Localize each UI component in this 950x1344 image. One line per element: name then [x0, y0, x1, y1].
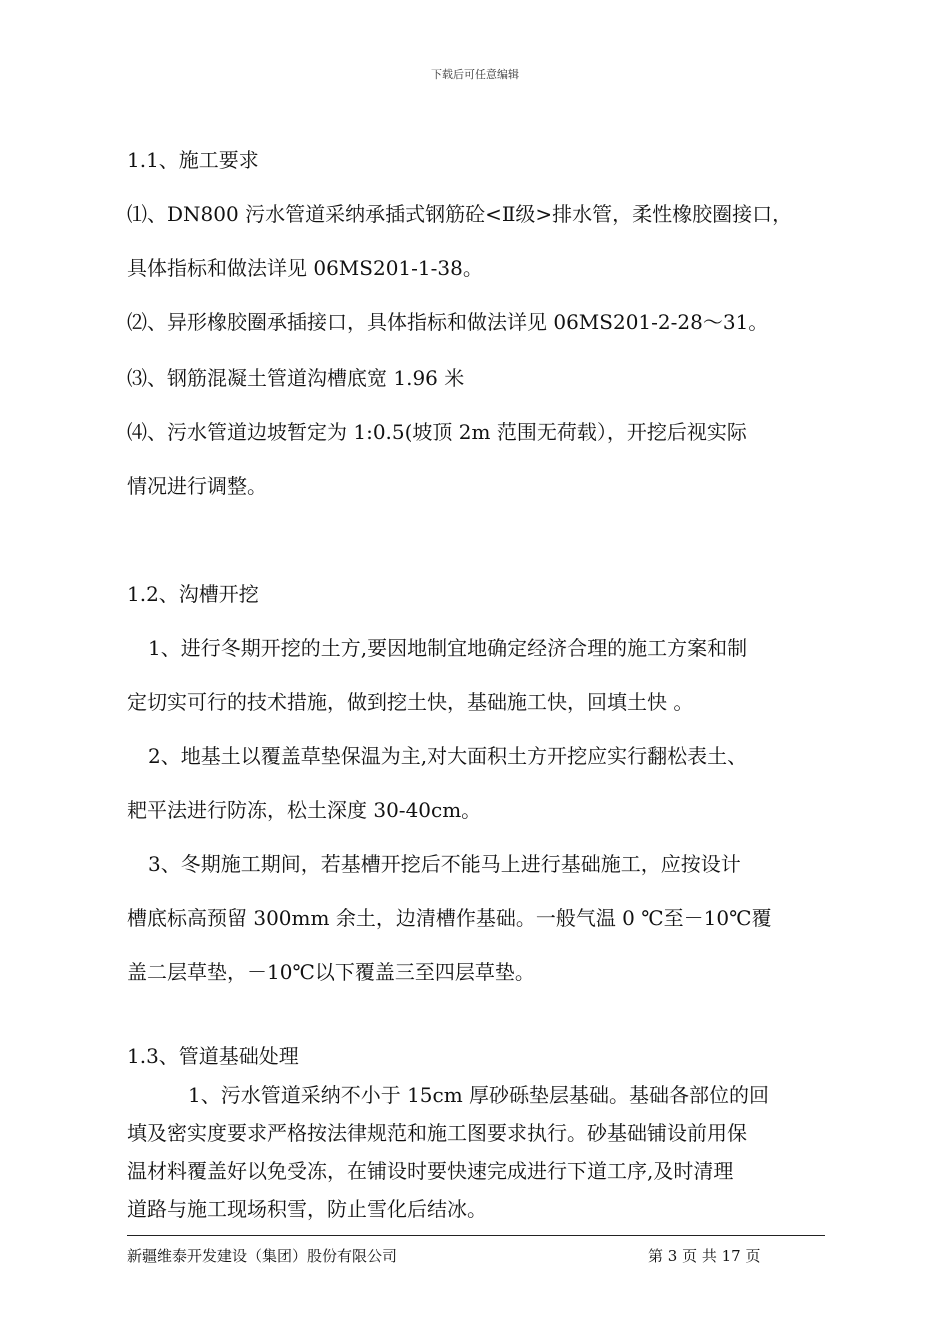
- paragraph-line: 情况进行调整。: [127, 474, 267, 498]
- header-note: 下载后可任意编辑: [431, 68, 519, 81]
- paragraph-line: 1、进行冬期开挖的土方,要因地制宜地确定经济合理的施工方案和制: [148, 636, 748, 660]
- paragraph-line: 槽底标高预留 300mm 余土，边清槽作基础。一般气温 0 ℃至－10℃覆: [127, 906, 772, 930]
- paragraph-line: 具体指标和做法详见 06MS201-1-38。: [127, 256, 483, 280]
- footer-company: 新疆维泰开发建设（集团）股份有限公司: [127, 1247, 398, 1265]
- paragraph-line: ⑵、异形橡胶圈承插接口，具体指标和做法详见 06MS201-2-28～31。: [127, 310, 769, 334]
- section-heading-1-1: 1.1、施工要求: [127, 148, 259, 172]
- paragraph-line: ⑴、DN800 污水管道采纳承插式钢筋砼<Ⅱ级>排水管，柔性橡胶圈接口，: [127, 202, 793, 226]
- paragraph-line: 定切实可行的技术措施，做到挖土快，基础施工快，回填土快 。: [127, 690, 694, 714]
- paragraph-line: 1、污水管道采纳不小于 15cm 厚砂砾垫层基础。基础各部位的回: [188, 1083, 770, 1107]
- paragraph-line: 温材料覆盖好以免受冻，在铺设时要快速完成进行下道工序,及时清理: [127, 1159, 734, 1183]
- section-heading-1-2: 1.2、沟槽开挖: [127, 582, 259, 606]
- paragraph-line: 3、冬期施工期间，若基槽开挖后不能马上进行基础施工，应按设计: [148, 852, 741, 876]
- paragraph-line: 耙平法进行防冻，松土深度 30-40cm。: [127, 798, 482, 822]
- paragraph-line: 道路与施工现场积雪，防止雪化后结冰。: [127, 1197, 487, 1221]
- footer-page-number: 第 3 页 共 17 页: [648, 1247, 761, 1265]
- paragraph-line: 填及密实度要求严格按法律规范和施工图要求执行。砂基础铺设前用保: [127, 1121, 747, 1145]
- footer-divider: [127, 1235, 825, 1236]
- paragraph-line: ⑷、污水管道边坡暂定为 1:0.5(坡顶 2m 范围无荷载），开挖后视实际: [127, 420, 747, 444]
- paragraph-line: 2、地基土以覆盖草垫保温为主,对大面积土方开挖应实行翻松表土、: [148, 744, 748, 768]
- paragraph-line: 盖二层草垫，－10℃以下覆盖三至四层草垫。: [127, 960, 535, 984]
- paragraph-line: ⑶、钢筋混凝土管道沟槽底宽 1.96 米: [127, 366, 465, 390]
- section-heading-1-3: 1.3、管道基础处理: [127, 1044, 299, 1068]
